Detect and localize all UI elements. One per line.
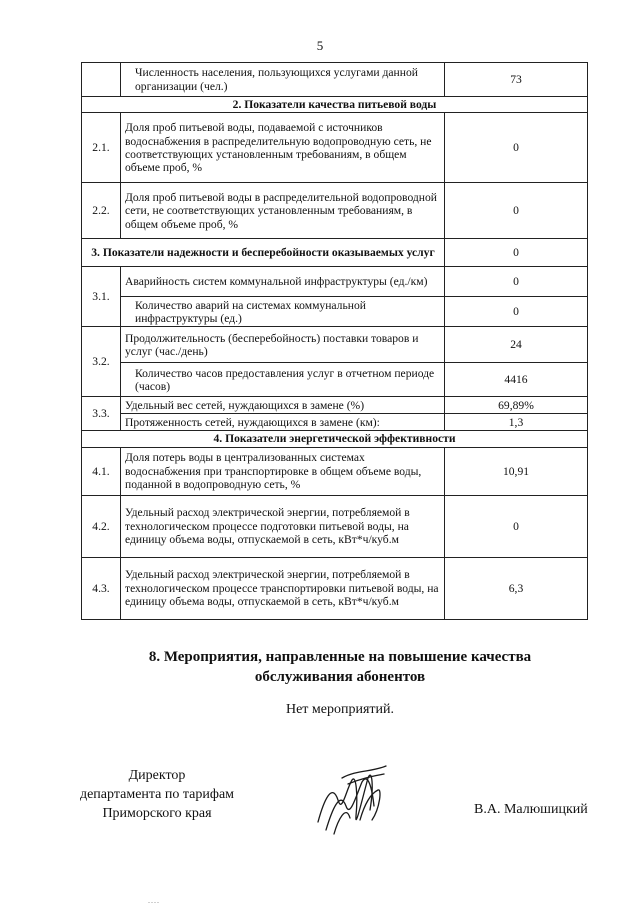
section-heading-line: обслуживания абонентов <box>254 669 426 685</box>
row-description: Удельный расход электрической энергии, потребляемой в технологическом процессе подготовки питьевой воды, на единицу объема воды, отпускаемой в сеть, кВт*ч/куб.м <box>121 495 445 557</box>
row-number: 2.2. <box>82 183 121 239</box>
section-title: 4. Показатели энергетической эффективности <box>82 431 588 447</box>
signatory-name: В.А. Малюшицкий <box>474 802 588 817</box>
table-row <box>82 495 588 557</box>
table-row <box>82 267 588 297</box>
section-header-row <box>82 431 588 447</box>
row-description: Аварийность систем коммунальной инфраструктуры (ед./км) <box>121 267 445 297</box>
row-value: 0 <box>445 495 588 557</box>
table-row <box>82 183 588 239</box>
row-value: 0 <box>445 183 588 239</box>
signatory-title-line: Приморского края <box>102 806 212 821</box>
scan-artifact: .... <box>148 896 160 905</box>
row-number <box>82 63 121 97</box>
section-header-row <box>82 239 588 267</box>
table-row <box>82 414 588 431</box>
row-value: 0 <box>445 297 588 327</box>
no-activities-text: Нет мероприятий. <box>285 702 395 717</box>
section-heading <box>0 647 640 687</box>
row-value: 73 <box>445 63 588 97</box>
section-title: 3. Показатели надежности и бесперебойности оказываемых услуг <box>82 239 445 267</box>
indicators-table <box>81 62 588 620</box>
table-row <box>82 447 588 495</box>
row-value: 24 <box>445 327 588 363</box>
table-row <box>82 327 588 363</box>
row-description: Протяженность сетей, нуждающихся в замене (км): <box>121 414 445 431</box>
row-description: Численность населения, пользующихся услугами данной организации (чел.) <box>121 63 445 97</box>
signatory-title <box>62 766 252 823</box>
row-value: 4416 <box>445 363 588 397</box>
row-number: 4.1. <box>82 447 121 495</box>
handwritten-signature <box>312 760 392 840</box>
row-description: Количество аварий на системах коммунальной инфраструктуры (ед.) <box>121 297 445 327</box>
table-row <box>82 397 588 414</box>
section-heading-line: 8. Мероприятия, направленные на повышение качества <box>148 649 532 665</box>
row-description: Доля потерь воды в централизованных системах водоснабжения при транспортировке в общем объеме воды, поданной в водопроводную сеть, % <box>121 447 445 495</box>
row-value: 0 <box>445 239 588 267</box>
row-value: 0 <box>445 113 588 183</box>
table-row <box>82 557 588 619</box>
table-row <box>82 63 588 97</box>
row-number: 3.1. <box>82 267 121 327</box>
row-description: Доля проб питьевой воды, подаваемой с источников водоснабжения в распределительную водопроводную сеть, не соответствующих установленным требованиям, в общем объеме проб, % <box>121 113 445 183</box>
table-row <box>82 363 588 397</box>
row-description: Количество часов предоставления услуг в отчетном периоде (часов) <box>121 363 445 397</box>
table-row <box>82 297 588 327</box>
section-header-row <box>82 97 588 113</box>
row-description: Продолжительность (бесперебойность) поставки товаров и услуг (час./день) <box>121 327 445 363</box>
row-description: Доля проб питьевой воды в распределительной водопроводной сети, не соответствующих установленным требованиям, в общем объеме проб, % <box>121 183 445 239</box>
row-value: 10,91 <box>445 447 588 495</box>
signatory-title-line: Директор <box>128 768 186 783</box>
page-number: 5 <box>316 38 324 53</box>
table-row <box>82 113 588 183</box>
row-number: 4.2. <box>82 495 121 557</box>
row-number: 3.3. <box>82 397 121 431</box>
row-value: 1,3 <box>445 414 588 431</box>
row-value: 69,89% <box>445 397 588 414</box>
row-number: 2.1. <box>82 113 121 183</box>
signatory-title-line: департамента по тарифам <box>79 787 235 802</box>
row-value: 6,3 <box>445 557 588 619</box>
section-title: 2. Показатели качества питьевой воды <box>82 97 588 113</box>
row-description: Удельный вес сетей, нуждающихся в замене (%) <box>121 397 445 414</box>
row-number: 3.2. <box>82 327 121 397</box>
row-value: 0 <box>445 267 588 297</box>
row-description: Удельный расход электрической энергии, потребляемой в технологическом процессе транспортировки питьевой воды, на единицу объема воды, отпускаемой в сеть, кВт*ч/куб.м <box>121 557 445 619</box>
row-number: 4.3. <box>82 557 121 619</box>
